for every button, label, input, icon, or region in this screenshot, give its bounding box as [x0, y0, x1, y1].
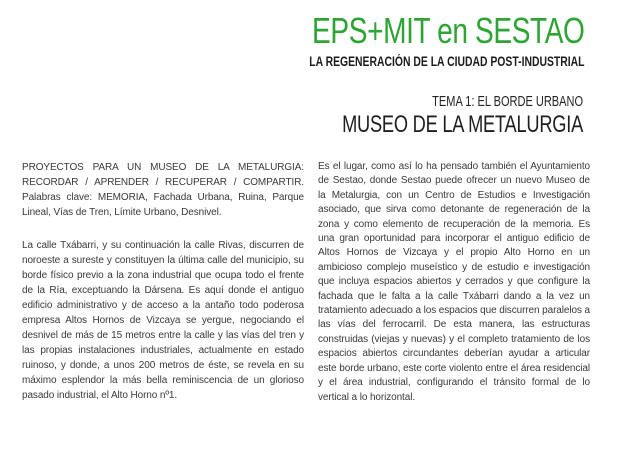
masthead — [227, 12, 585, 69]
right-paragraph-body: Es el lugar, como así lo ha pensado también el Ayuntamiento de Sestao, donde Sestao puede ofrecer un nuevo Museo de la Metalurgia, con un Centro de Estudios e Investigación asociado, que sirva como detonante de regeneración de la zona y como elemento de recuperación de la memoria. Es una gran oportunidad para incorporar el antiguo edificio de Altos Hornos de Vizcaya y el propio Alto Horno en un ambicioso complejo museístico y de estudio e investigación que incluya espacios abiertos y cerrados y que configure la fachada que le falta a la calle Txábarri dando a la vez un tratamiento adecuado a los espacios que discurren paralelos a las vías del ferrocarril. De esta manera, las estructuras construidas (viejas y nuevas) y el completo tratamiento de los espacios abiertos circundantes deberían ayudar a articular este borde urbano, este corte violento entre el área residencial y el área industrial, configurando el tránsito formal de lo vertical a lo horizontal. — [318, 161, 590, 403]
left-column — [22, 160, 304, 421]
theme-label: TEMA 1: EL BORDE URBANO — [432, 94, 583, 110]
left-paragraph-body: La calle Txábarri, y su continuación la calle Rivas, discurren de noroeste a sureste y constituyen la última calle del municipio, su borde físico previo a la zona industrial que ocupa todo el frente de la Ría, exceptuando la Dársena. Es aquí donde el antiguo edificio administrativo y de acceso a la antaño todo poderosa empresa Altos Hornos de Vizcaya se yergue, negociando el desnivel de más de 15 metros entre la calle y las vías del tren y las propias instalaciones industriales, actualmente en estado ruinoso, y donde, a unos 200 metros de éste, se revela en su máximo esplendor la más bella reminiscencia de un glorioso pasado industrial, el Alto Horno nº1. — [22, 240, 304, 401]
page-title: EPS+MIT en SESTAO — [312, 10, 585, 51]
left-paragraph-intro: PROYECTOS PARA UN MUSEO DE LA METALURGIA: RECORDAR / APRENDER / RECUPERAR / COMPARTIR. Palabras clave: MEMORIA, Fachada Urbana, Ruina, Parque Lineal, Vías de Tren, Límite Urbano, Desnivel. — [22, 162, 304, 218]
theme-block — [266, 94, 583, 139]
right-column — [318, 160, 590, 423]
section-heading: MUSEO DE LA METALURGIA — [342, 111, 583, 138]
page-subtitle: LA REGENERACIÓN DE LA CIUDAD POST-INDUSTRIAL — [309, 53, 585, 69]
